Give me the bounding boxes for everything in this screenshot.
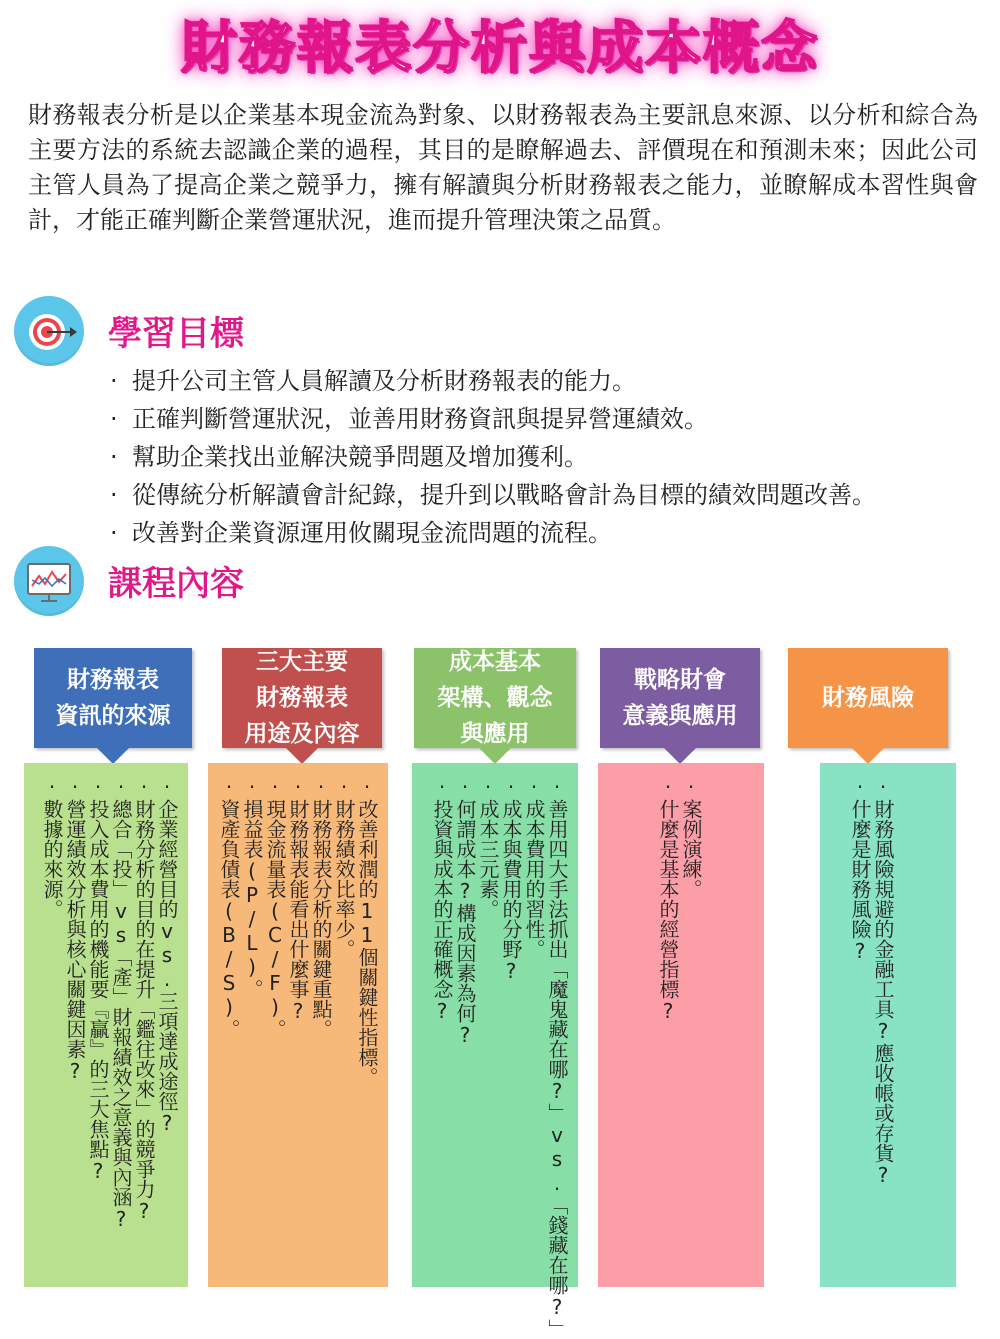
target-icon [14,296,84,366]
list-item: · 從傳統分析解讀會計紀錄，提升到以戰略會計為目標的績效問題改善。 [110,476,876,514]
column-body-5 [820,763,956,1287]
list-item: · 正確判斷營運狀況，並善用財務資訊與提昇營運績效。 [110,400,876,438]
list-item: ·成本費用的習性。 [522,775,546,959]
goals-section-title: 學習目標 [108,314,244,354]
list-item: ·什麼是財務風險? [848,775,872,963]
list-item: ·財務分析的目的在提升「鑑往改來」的競爭力? [132,775,156,1223]
bullet: · [110,481,118,509]
column-body-2 [208,763,388,1287]
list-item: · 幫助企業找出並解決競爭問題及增加獲利。 [110,438,876,476]
list-item: ·營運績效分析與核心關鍵因素? [63,775,87,1083]
list-item: ·案例演練。 [679,775,703,899]
column-header-5: 財務風險 [788,648,948,748]
chart-board-icon [14,546,84,616]
column-body-1 [24,763,188,1287]
list-item: ·損益表(P/L)。 [240,775,264,999]
column-header-4: 戰略財會 意義與應用 [600,648,760,748]
list-item: ·現金流量表(C/F)。 [263,775,287,1039]
bullet: · [110,405,118,433]
list-item: ·資產負債表(B/S)。 [217,775,241,1039]
page-title: 財務報表分析與成本概念 [181,16,819,81]
list-item: · 改善對企業資源運用攸關現金流問題的流程。 [110,514,876,552]
list-item: ·財務報表能看出什麼事? [286,775,310,1023]
list-item: ·什麼是基本的經營指標? [656,775,680,1023]
list-item: ·成本三元素。 [476,775,500,919]
list-item: ·數據的來源。 [40,775,64,919]
column-body-3 [412,763,578,1339]
list-item: ·改善利潤的11個關鍵性指標。 [355,775,379,1087]
goals-list [110,362,876,552]
column-header-1: 財務報表 資訊的來源 [34,648,192,748]
list-item: ·企業經營目的vs.三項達成途徑? [155,775,179,1135]
list-item: ·善用四大手法抓出「魔鬼藏在哪?」vs.「錢藏在哪?」 [545,775,569,1339]
list-item: ·投入成本費用的機能要『贏』的三大焦點? [86,775,110,1183]
intro-paragraph: 財務報表分析是以企業基本現金流為對象、以財務報表為主要訊息來源、以分析和綜合為主要方法的系統去認識企業的過程，其目的是瞭解過去、評價現在和預測未來；因此公司主管人員為了提高企業之競爭力，擁有解讀與分析財務報表之能力，並瞭解成本習性與會計，才能正確判斷企業營運狀況，進而提升管理決策之品質。 [28,101,978,234]
content-section-header [14,546,414,616]
content-section-title: 課程內容 [108,564,244,604]
list-item: ·財務風險規避的金融工具?應收帳或存貨? [871,775,895,1187]
list-item: ·何謂成本?構成因素為何? [453,775,477,1047]
list-item: · 提升公司主管人員解讀及分析財務報表的能力。 [110,362,876,400]
goals-section-header [14,296,414,366]
column-header-2: 三大主要 財務報表 用途及內容 [222,648,382,748]
column-header-3: 成本基本 架構、觀念 與應用 [414,648,576,748]
column-body-4 [598,763,764,1287]
list-item: ·總合「投」vs「產」財報績效之意義與內涵? [109,775,133,1231]
bullet: · [110,519,118,547]
bullet: · [110,443,118,471]
bullet: · [110,367,118,395]
list-item: ·財務績效比率少。 [332,775,356,959]
list-item: ·投資與成本的正確概念? [430,775,454,1023]
list-item: ·財務報表分析的關鍵重點。 [309,775,333,1039]
list-item: ·成本與費用的分野? [499,775,523,983]
